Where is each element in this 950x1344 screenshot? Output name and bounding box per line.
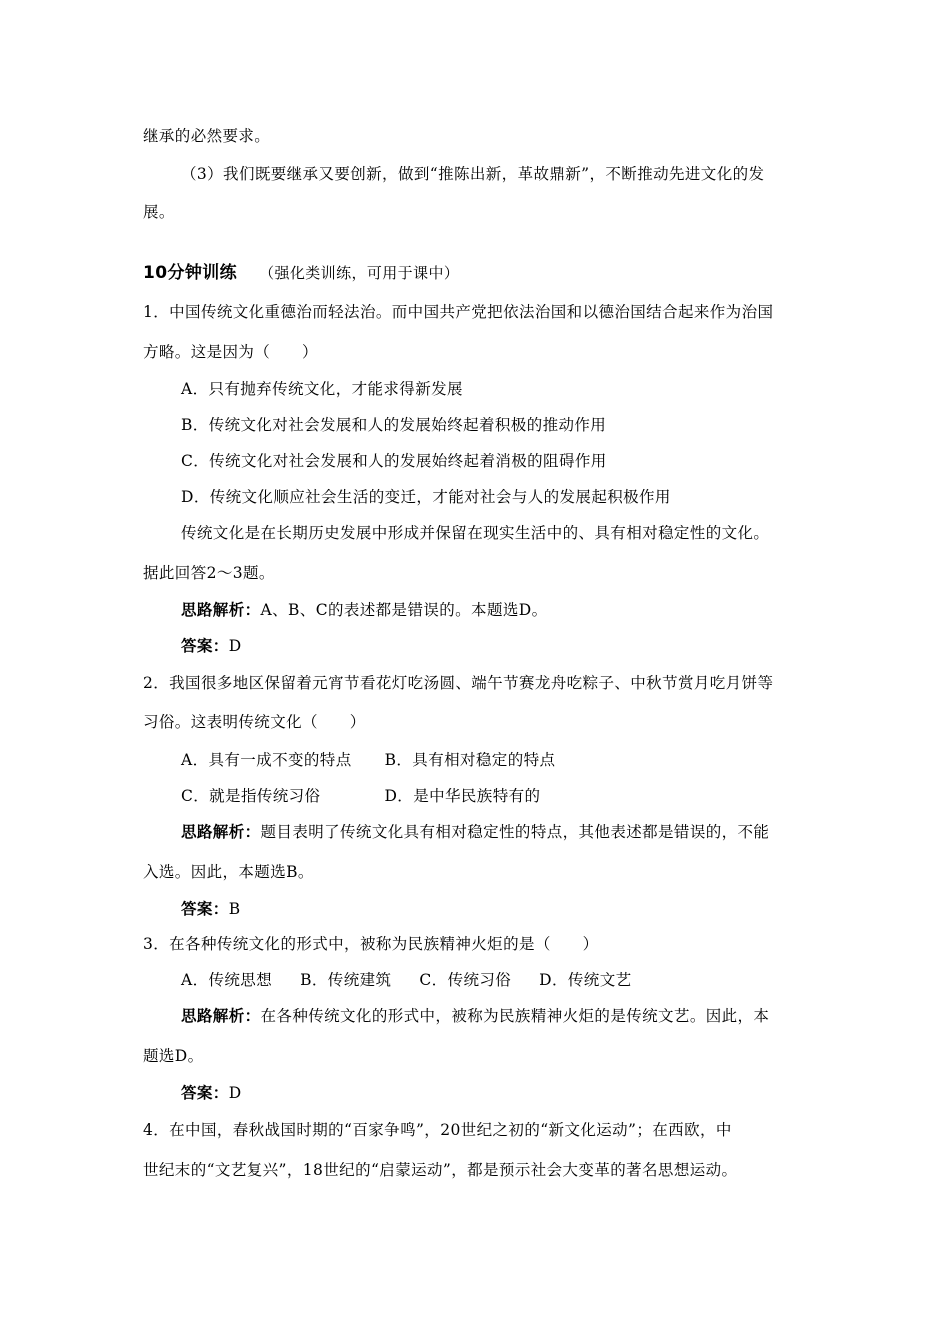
q2-option-c: C．就是指传统习俗 — [181, 787, 321, 805]
q1-option-b: B．传统文化对社会发展和人的发展始终起着积极的推动作用 — [181, 416, 607, 434]
prev-text-point-3: （3）我们既要继承又要创新，做到“推陈出新，革故鼎新”，不断推动先进文化的发 — [181, 165, 765, 183]
q3-option-d: D．传统文艺 — [539, 971, 632, 989]
prev-text-line: 继承的必然要求。 — [143, 127, 271, 145]
q3-options-row — [181, 970, 632, 990]
analysis-label: 思路解析： — [181, 1007, 261, 1025]
answer-label: 答案： — [181, 900, 229, 918]
q4-stem-cont: 世纪末的“文艺复兴”，18世纪的“启蒙运动”，都是预示社会大变革的著名思想运动。 — [143, 1161, 738, 1179]
q3-answer — [181, 1083, 242, 1103]
q3-option-a: A．传统思想 — [181, 971, 273, 989]
answer-label: 答案： — [181, 1084, 229, 1102]
q2-option-b: B．具有相对稳定的特点 — [384, 751, 556, 769]
answer-value: D — [228, 1084, 242, 1102]
q3-stem: 3．在各种传统文化的形式中，被称为民族精神火炬的是（ ） — [143, 935, 599, 953]
section-subtitle: （强化类训练，可用于课中） — [259, 264, 460, 282]
q1-option-a: A．只有抛弃传统文化，才能求得新发展 — [181, 380, 463, 398]
answer-value: B — [228, 900, 241, 918]
q3-analysis-cont: 题选D。 — [143, 1047, 204, 1065]
q2-option-a: A．具有一成不变的特点 — [181, 751, 352, 769]
analysis-text: A、B、C的表述都是错误的。本题选D。 — [260, 601, 548, 619]
analysis-text: 题目表明了传统文化具有相对稳定性的特点，其他表述都是错误的，不能 — [260, 823, 770, 841]
q2-analysis — [181, 822, 769, 842]
analysis-label: 思路解析： — [181, 601, 261, 619]
q1-answer — [181, 636, 242, 656]
q1-option-d: D．传统文化顺应社会生活的变迁，才能对社会与人的发展起积极作用 — [181, 488, 671, 506]
answer-value: D — [228, 637, 242, 655]
q3-option-b: B．传统建筑 — [300, 971, 392, 989]
q2-3-intro: 传统文化是在长期历史发展中形成并保留在现实生活中的、具有相对稳定性的文化。 — [181, 524, 770, 542]
q2-stem-cont: 习俗。这表明传统文化（ ） — [143, 713, 366, 731]
q2-answer — [181, 899, 241, 919]
q3-option-c: C．传统习俗 — [419, 971, 512, 989]
answer-label: 答案： — [181, 637, 229, 655]
q2-stem: 2．我国很多地区保留着元宵节看花灯吃汤圆、端午节赛龙舟吃粽子、中秋节赏月吃月饼等 — [143, 674, 774, 692]
q1-stem-cont: 方略。这是因为（ ） — [143, 343, 318, 361]
q2-option-d: D．是中华民族特有的 — [384, 787, 541, 805]
analysis-text: 在各种传统文化的形式中，被称为民族精神火炬的是传统文艺。因此，本 — [260, 1007, 770, 1025]
q4-stem: 4．在中国，春秋战国时期的“百家争鸣”，20世纪之初的“新文化运动”；在西欧，中 — [143, 1121, 732, 1139]
prev-text-line: 展。 — [143, 203, 175, 221]
q2-analysis-cont: 入选。因此，本题选B。 — [143, 863, 314, 881]
q1-stem: 1．中国传统文化重德治而轻法治。而中国共产党把依法治国和以德治国结合起来作为治国 — [143, 303, 774, 321]
q2-options-row-2 — [181, 786, 540, 806]
q1-option-c: C．传统文化对社会发展和人的发展始终起着消极的阻碍作用 — [181, 452, 607, 470]
analysis-label: 思路解析： — [181, 823, 261, 841]
q1-analysis — [181, 600, 548, 620]
q2-options-row-1 — [181, 750, 555, 770]
section-heading — [143, 263, 459, 283]
q3-analysis — [181, 1006, 769, 1026]
q2-3-intro-cont: 据此回答2～3题。 — [143, 564, 275, 582]
section-title: 10分钟训练 — [143, 263, 238, 283]
